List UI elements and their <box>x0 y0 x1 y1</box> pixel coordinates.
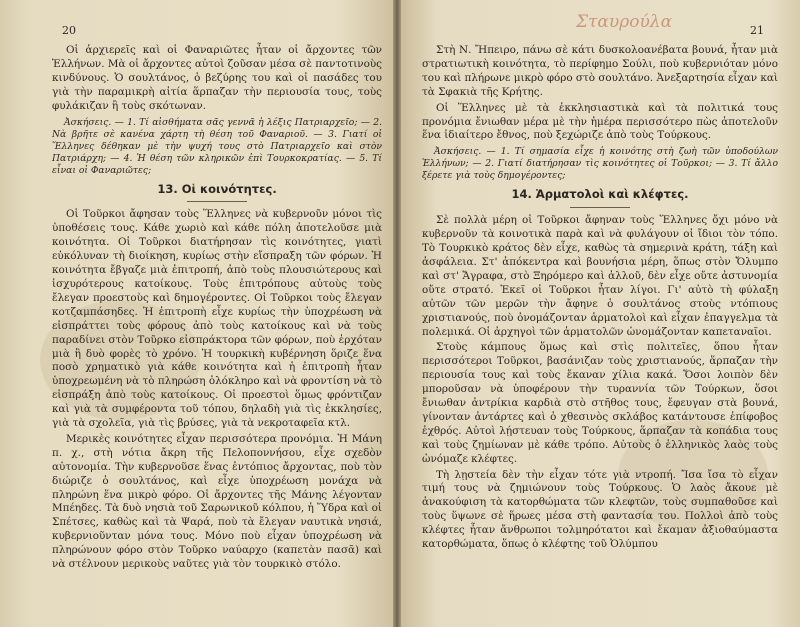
heading-rule <box>570 207 630 208</box>
paragraph: Οἱ Τοῦρκοι ἄφησαν τοὺς Ἕλληνες νὰ κυβερνοῦν μόνοι τὶς ὑποθέσεις τους. Κάθε χωριὸ καὶ κάθε πόλη ἀποτελοῦσε μιὰ κοινότητα. Οἱ Τοῦρκοι διατήρησαν τὶς κοινότητες, γιατὶ εὐκόλυναν τὴ διοίκηση, κυρίως στὴν εἴσπραξη τῶν φόρων. Ἡ κοινότητα ἔβγαζε μιὰ ἐπιτροπή, ἀπὸ τοὺς πλουσιώτερους καὶ ἰσχυρότερους κατοίκους. Τοὺς ἐπιτρόπους αὐτοὺς τοὺς ἔλεγαν προεστοὺς καὶ δημογέροντες. Οἱ Τοῦρκοι τοὺς ἔλεγαν κοτζαμπάσηδες. Ἡ ἐπιτροπὴ εἶχε κυρίως τὴν ὑποχρέωση νὰ εἰσπράττει τοὺς φόρους ἀπὸ τοὺς κατοίκους καὶ νὰ τοὺς παραδίνει στὸν Τοῦρκο εἰσπράκτορα τῶν φόρων, ποὺ ἐρχόταν μιὰ ἢ δυὸ φορὲς τὸ χρόνο. Ἡ τουρκικὴ κυβέρνηση ὅριζε ἕνα ποσὸ χρηματικὸ γιὰ κάθε κοινότητα καὶ ἡ ἐπιτροπὴ ἦταν ὑποχρεωμένη νὰ τὸ πληρώση ὁλόκληρο καὶ νὰ φροντίση νὰ τὸ εἰσπράξη ἀπὸ τοὺς κατοίκους. Οἱ προεστοὶ ὅμως φρόντιζαν καὶ γιὰ τὰ συμφέροντα τοῦ τόπου, δηλαδὴ γιὰ τὶς ἐκκλησίες, γιὰ τὰ σχολεῖα, γιὰ τὶς βρύσες, γιὰ τὰ νεκροταφεῖα κτλ. <box>52 208 382 430</box>
page-number-right: 21 <box>750 24 764 37</box>
paragraph: Τὴ λῃστεία δὲν τὴν εἶχαν τότε γιὰ ντροπή. Ἴσα ἴσα τὸ εἶχαν τιμή τους νὰ ζημιώνουν τοὺς Τούρκους. Ὁ λαὸς ἄκουε μὲ ἀνακούφιση τὰ κατορθώματα τῶν κλεφτῶν, τοὺς συμπαθοῦσε καὶ τοὺς ὕψωνε σὲ ἥρωες μέσα στὴ φαντασία του. Πολλοὶ ἀπὸ τοὺς κλέφτες ἦταν ἄνθρωποι τολμηρότατοι καὶ ἔκαμαν ἀξιοθαύμαστα κατορθώματα, ὅπως ὁ κλέφτης τοῦ Ὀλύμπου <box>422 468 778 551</box>
page-number-left: 20 <box>62 24 76 37</box>
paragraph: Οἱ Ἕλληνες μὲ τὰ ἐκκλησιαστικὰ καὶ τὰ πολιτικά τους προνόμια ἔνιωθαν μέρα μὲ τὴν ἡμέρα περισσότερο πὼς ἀποτελοῦν ἕνα ἰδιαίτερο ἔθνος, ποὺ ξεχώριζε ἀπὸ τοὺς Τούρκους. <box>422 101 778 142</box>
book-gutter <box>393 0 401 627</box>
paragraph: Στοὺς κάμπους ὅμως καὶ στὶς πολιτεῖες, ὅπου ἦταν περισσότεροι Τοῦρκοι, βασάνιζαν τοὺς χριστιανούς, ἅρπαζαν τὴν περιουσία τους καὶ τοὺς ἔκαναν χίλια κακά. Ὅσοι λοιπὸν δὲν μποροῦσαν νὰ ὑποφέρουν τὴν τυραννία τῶν Τούρκων, ὅσοι ἔνιωθαν ἀντρίκια καρδιὰ στὸ στῆθος τους, ἔφευγαν στὰ βουνά, γίνονταν ἀντάρτες καὶ ὁ χθεσινὸς σκλάβος κατάντουσε ἐπίφοβος ἐχθρός. Αὐτοὶ λῄστευαν τοὺς Τούρκους, ἅρπαζαν τὰ κοπάδια τους καὶ τοὺς ζημίωναν μὲ κάθε τρόπο. Αὐτοὺς ὁ ἑλληνικὸς λαὸς τοὺς ὠνόμαζε κλέφτες. <box>422 341 778 465</box>
section-heading: 14. Ἁρματολοὶ καὶ κλέφτες. <box>511 187 689 202</box>
exercises: Ἀσκήσεις. — 1. Τί αἰσθήματα σᾶς γεννᾶ ἡ λέξις Πατριαρχεῖο; — 2. Νὰ βρῆτε σὲ κανένα χάρτη τὴ θέση τοῦ Φαναριοῦ. — 3. Γιατί οἱ Ἕλληνες δέθηκαν μὲ τὴν ψυχή τους στὸ Πατριαρχεῖο καὶ στὸν Πατριάρχη; — 4. Ἡ θέση τῶν κληρικῶν ἐπὶ Τουρκοκρατίας. — 5. Τί εἶναι οἱ Φαναριῶτες; <box>52 116 382 176</box>
paragraph: Μερικὲς κοινότητες εἶχαν περισσότερα προνόμια. Ἡ Μάνη π. χ., στὴ νότια ἄκρη τῆς Πελοποννήσου, εἶχε σχεδὸν αὐτονομία. Τὴν κυβερνοῦσε ἕνας ἐντόπιος ἄρχοντας, ποὺ τὸν διώριζε ὁ σουλτάνος, καὶ εἶχε ὑποχρέωση μονάχα νὰ πληρώνη ἕνα μικρὸ φόρο. Οἱ ἄρχοντες τῆς Μάνης λέγονταν Μπέηδες. Τὰ δυὸ νησιὰ τοῦ Σαρωνικοῦ κόλπου, ἡ Ὕδρα καὶ οἱ Σπέτσες, καθὼς καὶ τὰ Ψαρά, ποὺ τὰ ἔλεγαν ναυτικὰ νησιά, κυβερνιοῦνταν μόνα τους. Μόνο ποὺ εἶχαν ὑποχρέωση νὰ πληρώνουν φόρο στὸν Τοῦρκο ναύαρχο (καπετὰν πασᾶ) καὶ νὰ στέλνουν μερικοὺς ναῦτες γιὰ τὸν τουρκικὸ στόλο. <box>52 432 382 571</box>
left-page <box>0 0 396 627</box>
paragraph: Οἱ ἀρχιερεῖς καὶ οἱ Φαναριῶτες ἦταν οἱ ἄρχοντες τῶν Ἑλλήνων. Μὰ οἱ ἄρχοντες αὐτοὶ ζοῦσαν μέσα σὲ παντοτινοὺς κινδύνους. Ὁ σουλτάνος, ὁ βεζύρης του καὶ οἱ πασάδες του γιὰ τὴν παραμικρὴ αἰτία ἅρπαζαν τὴν περιουσία τους, τοὺς φυλάκιζαν ἢ τοὺς σκότωναν. <box>52 44 382 112</box>
right-page <box>398 0 800 627</box>
exercises: Ἀσκήσεις. — 1. Τί σημασία εἶχε ἡ κοινότης στὴ ζωὴ τῶν ὑποδούλων Ἑλλήνων; — 2. Γιατί διατήρησαν τὶς κοινότητες οἱ Τοῦρκοι; — 3. Τί ἄλλο ξέρετε γιὰ τοὺς δημογέροντες; <box>422 146 778 182</box>
paragraph: Στὴ Ν. Ἤπειρο, πάνω σὲ κάτι δυσκολοανέβατα βουνά, ἦταν μιὰ στρατιωτικὴ κοινότητα, τὸ περίφημο Σούλι, ποὺ κυβερνιόταν μόνο του καὶ πλήρωνε μικρὸ φόρο στὸ σουλτάνο. Ἀνεξαρτησία εἶχαν καὶ τὰ Σφακιὰ τῆς Κρήτης. <box>422 44 779 98</box>
handwritten-note: Σταυρούλα <box>576 12 673 32</box>
section-heading: 13. Οἱ κοινότητες. <box>157 181 277 196</box>
paragraph: Σὲ πολλὰ μέρη οἱ Τοῦρκοι ἄφηναν τοὺς Ἕλληνες ὄχι μόνο νὰ κυβερνοῦν τὰ κοινοτικὰ παρὰ καὶ νὰ φυλάγουν οἱ ἴδιοι τὸν τόπο. Τὸ Τουρκικὸ κράτος δὲν εἶχε, καθὼς τὰ σημερινὰ κράτη, τάξη καὶ ἀσφάλεια. Στ' ἀπόκεντρα καὶ βουνήσια μέρη, ὅπως στὸν Ὄλυμπο καὶ στ' Ἄγραφα, στὸ Ξηρόμερο καὶ ἀλλοῦ, δὲν εἶχε οὔτε ἀστυνομία οὔτε στρατό. Ἐκεῖ οἱ Τοῦρκοι ἦταν λίγοι. Γι' αὐτὸ τὴ φύλαξη αὐτῶν τῶν μερῶν τὴν ἄφηνε ὁ σουλτάνος στοὺς ντόπιους χριστιανούς, ποὺ ὀνομάζονταν ἁρματολοὶ καὶ εἶχαν ἐπαγγελμα τὰ πολεμικά. Οἱ ἀρχηγοὶ τῶν ἁρματολῶν ὠνομάζονταν καπεταναῖοι. <box>422 214 778 338</box>
heading-rule <box>187 201 247 202</box>
left-text-column <box>52 44 382 574</box>
right-text-column <box>422 44 778 554</box>
